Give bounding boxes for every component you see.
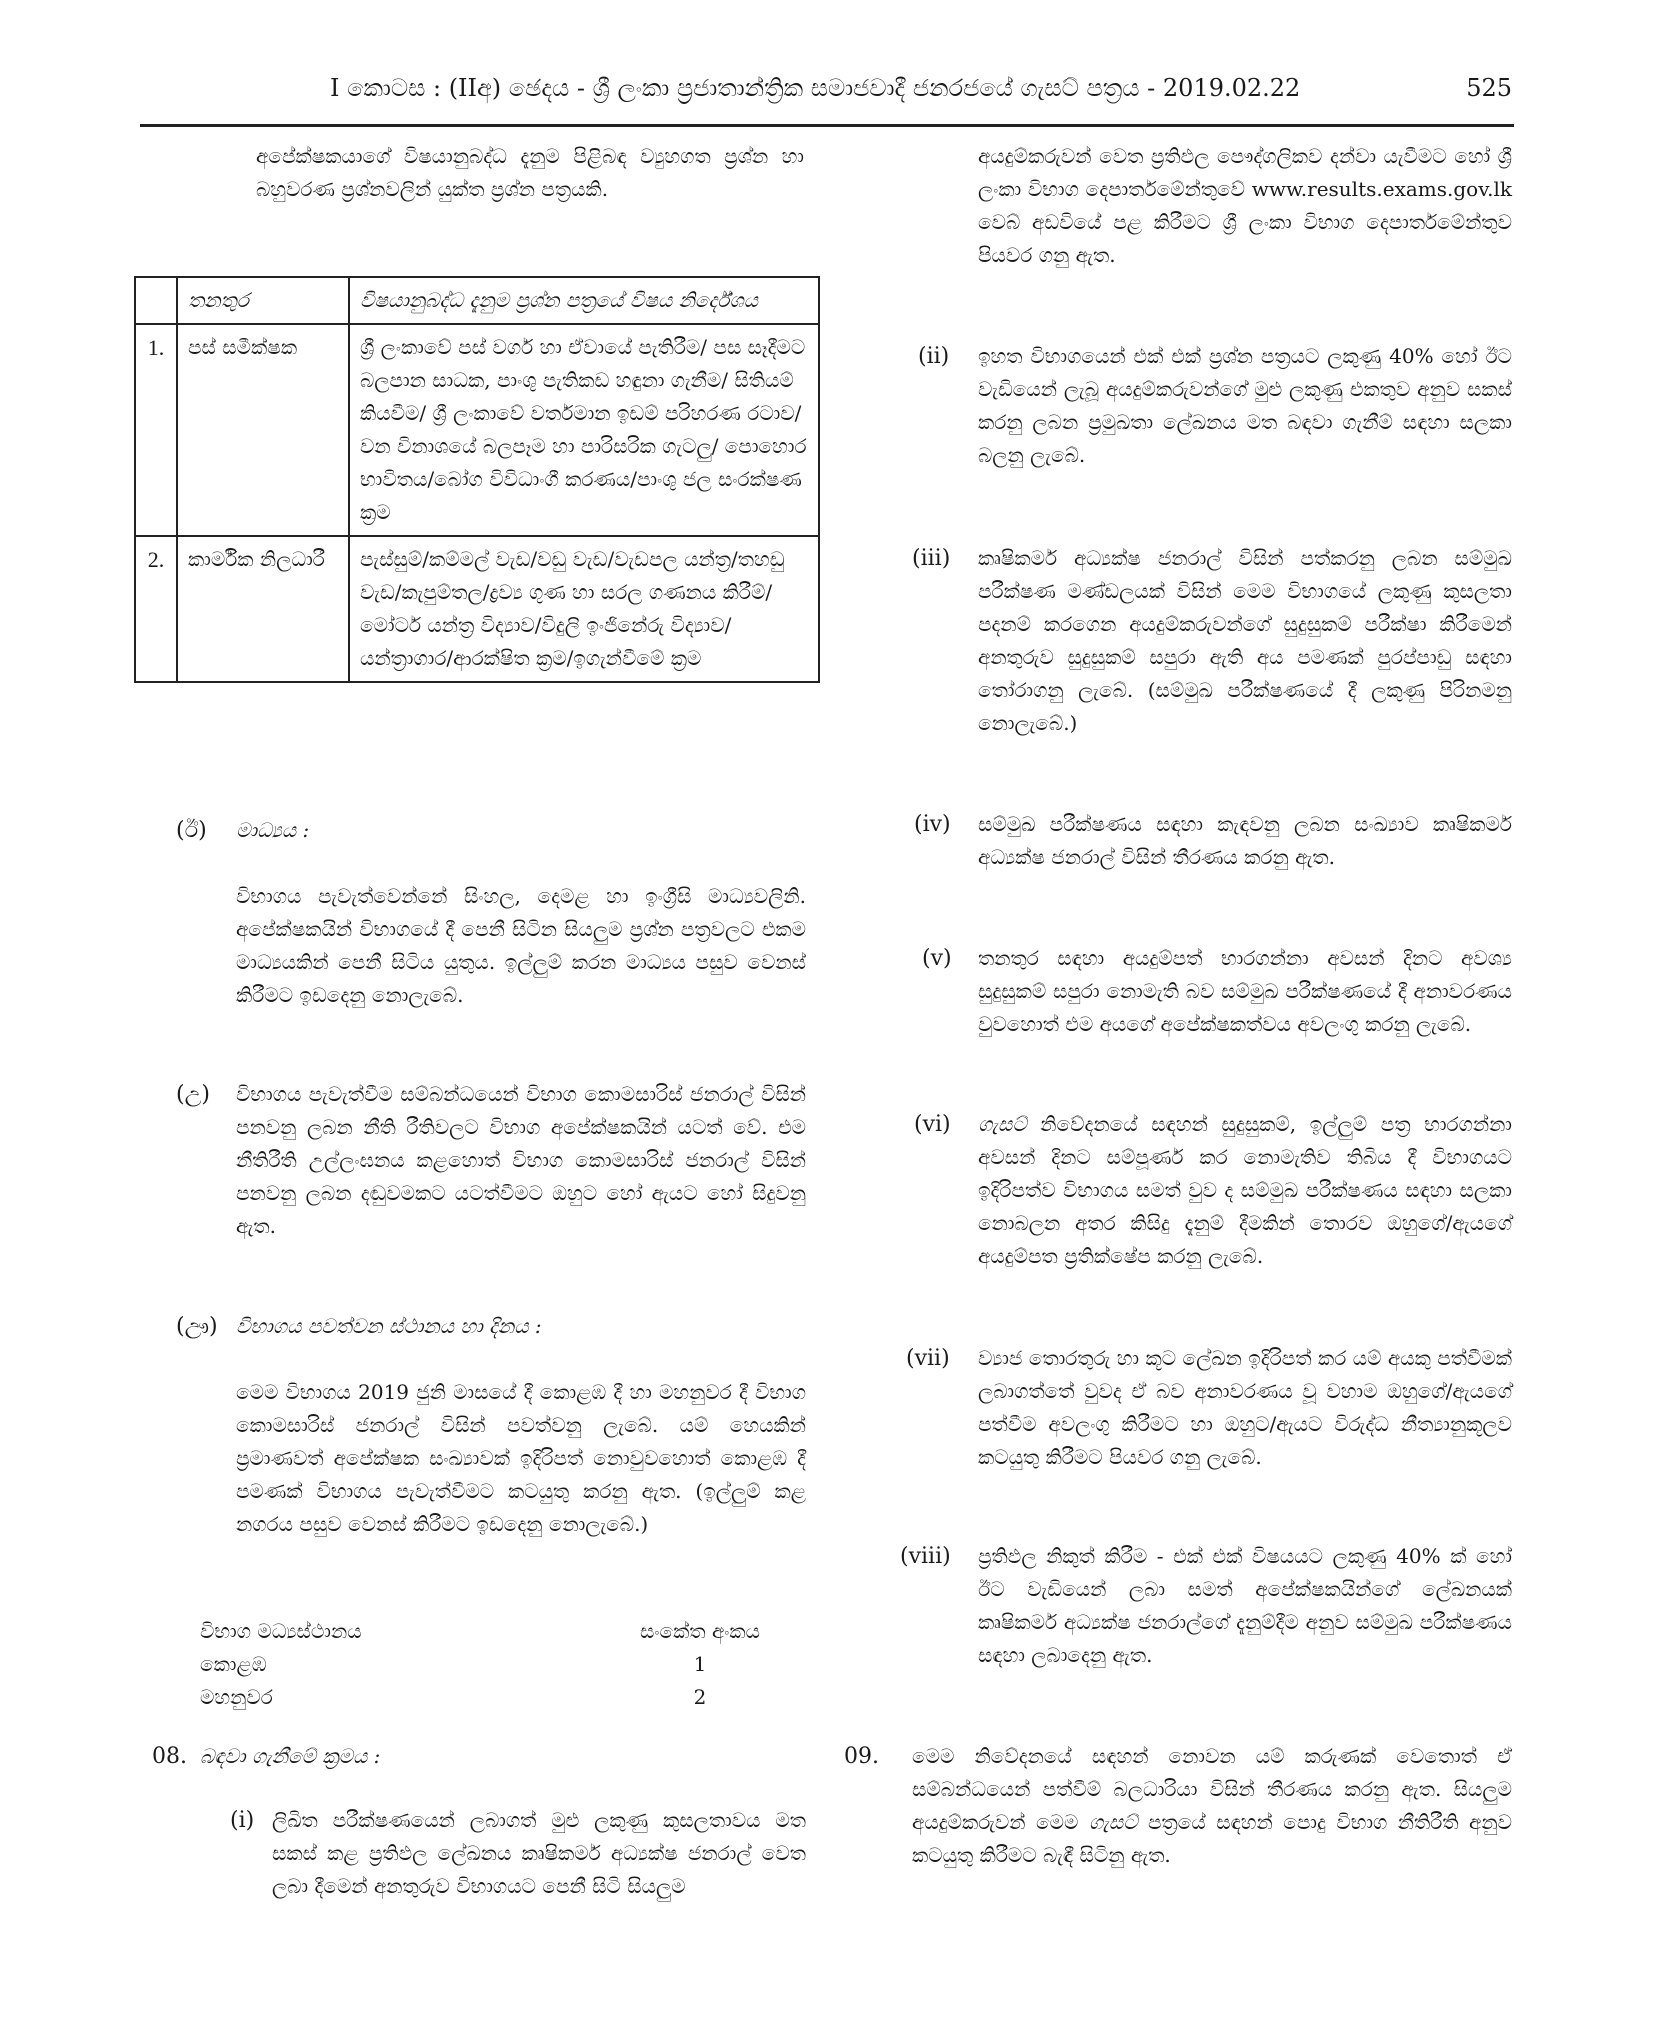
gazette-word: ගැසට්	[978, 1112, 1027, 1136]
item-paragraph	[978, 1108, 1512, 1273]
row-number: 1.	[135, 324, 177, 536]
item-label: (viii)	[900, 1544, 951, 1569]
centre-code: 2	[693, 1685, 707, 1709]
section-label: (උ)	[176, 1082, 210, 1107]
item-paragraph: ලිඛිත පරීක්ෂණයෙන් ලබාගත් මුළු ලකුණු කුසලතාවය මත සකස් කළ ප්‍රතිඵල ලේඛනය කෘෂිකර්ම අධ්‍යක්ෂ ජනරාල් වෙත ලබා දීමෙන් අනතුරුව විභාගයට පෙනී සිටි සියලුම	[272, 1808, 806, 1898]
table-header-blank	[135, 277, 177, 324]
table-row	[135, 536, 819, 682]
exam-centres-list	[200, 1615, 780, 1714]
continuation-paragraph: අයදුම්කරුවන් වෙත ප්‍රතිඵල පෞද්ගලිකව දන්වා යැවීමට හෝ ශ්‍රී ලංකා විභාග දෙපාර්තමේන්තුවේ www.results.exams.gov.lk වෙබ් අඩවියේ පළ කිරීමට ශ්‍රී ලංකා විභාග දෙපාර්තමේන්තුව පියවර ගනු ඇත.	[978, 144, 1512, 267]
item-paragraph: ප්‍රතිඵල නිකුත් කිරීම - එක් එක් විෂයයට ලකුණු 40% ක් හෝ ඊට වැඩියෙන් ලබා සමත් අපේක්ෂකයින්ගේ ලේඛනයක් කෘෂිකර්ම අධ්‍යක්ෂ ජනරාල්ගේ දැනුම්දීම අනුව සම්මුඛ පරීක්ෂණය සඳහා ලබාදෙනු ඇත.	[978, 1544, 1512, 1667]
post-name: කාර්මික නිලධාරී	[177, 536, 349, 682]
list-item	[200, 1681, 780, 1714]
section-paragraph: විභාගය පැවැත්වීම සම්බන්ධයෙන් විභාග කොමසාරිස් ජනරාල් විසින් පනවනු ලබන නීති රීතිවලට විභාග අපේක්ෂකයින් යටත් වේ. එම නීතිරීති උල්ලංඝනය කළහොත් විභාග කොමසාරිස් ජනරාල් විසින් පනවනු ලබන දඬුවමකට යටත්වීමට ඔහුට හෝ ඇයට හෝ සිදුවනු ඇත.	[236, 1082, 806, 1238]
item-paragraph: කෘෂිකර්ම අධ්‍යක්ෂ ජනරාල් විසින් පත්කරනු ලබන සම්මුඛ පරීක්ෂණ මණ්ඩලයක් විසින් මෙම විභාගයේ ලකුණු කුසලතා පදනම් කරගෙන අයදුම්කරුවන්ගේ සුදුසුකම් පරීක්ෂා කිරීමෙන් අනතුරුව සුදුසුකම් සපුරා ඇති අය පමණක් පුරප්පාඩු සඳහා තෝරාගනු ලැබේ. (සම්මුඛ පරීක්ෂණයේ දී ලකුණු පිරිනමනු නොලැබේ.)	[978, 546, 1512, 735]
gazette-title: I කොටස : (IIඅ) ඡෙදය - ශ්‍රී ලංකා ප්‍රජාතාන්ත්‍රික සමාජවාදී ජනරජයේ ගැසට් පත්‍රය - 2019.02.22	[330, 74, 1301, 102]
page-header	[140, 74, 1514, 127]
section-heading: විභාගය පවත්වන ස්ථානය හා දිනය :	[236, 1314, 542, 1338]
section-number: 08.	[152, 1744, 187, 1769]
syllabus-text: ශ්‍රී ලංකාවේ පස් වර්ග හා ඒවායේ පැතිරීම/ පස සෑදීමට බලපාන සාධක, පාංශු පැතිකඩ හඳුනා ගැනීම/ සිතියම් කියවීම/ ශ්‍රී ලංකාවේ වර්තමාන ඉඩම් පරිහරණ රටාව/වන විනාශයේ බලපෑම හා පාරිසරික ගැටලු/ පොහොර භාවිතය/බෝග විවිධාංගී කරණය/පාංශු ජල සංරක්ෂණ ක්‍රම	[349, 324, 819, 536]
item-text: නිවේදනයේ සඳහන් සුදුසුකම්, ඉල්ලුම් පත්‍ර භාරගන්නා අවසන් දිනට සම්පූර්ණ කර නොමැතිව තිබිය දී විභාගයට ඉදිරිපත්ව විභාගය සමත් වුව ද සම්මුඛ පරීක්ෂණය සඳහා සලකා නොබලන අතර කිසිදු දැනුම් දීමකින් තොරව ඔහුගේ/ඇයගේ අයදුම්පත ප්‍රතික්ෂේප කරනු ලැබේ.	[978, 1112, 1512, 1268]
item-label: (ii)	[918, 344, 950, 369]
code-header: සංකේත අංකය	[640, 1619, 760, 1643]
item-paragraph: සම්මුඛ පරීක්ෂණය සඳහා කැඳවනු ලබන සංඛ්‍යාව කෘෂිකර්ම අධ්‍යක්ෂ ජනරාල් විසින් තීරණය කරනු ඇත.	[978, 812, 1512, 869]
table-header-post: තනතුර	[177, 277, 349, 324]
table-header-syllabus: විෂයානුබද්ධ දැනුම ප්‍රශ්න පත්‍රයේ විෂය නිර්දේශය	[349, 277, 819, 324]
item-label: (v)	[922, 946, 952, 971]
centres-header	[200, 1615, 780, 1648]
section-text: පත්‍රයේ සඳහන් පොදු විභාග නීතිරීති අනුව කටයුතු කිරීමට බැඳී සිටිනු ඇත.	[912, 1810, 1512, 1867]
item-label: (vi)	[914, 1112, 951, 1137]
table-header-row	[135, 277, 819, 324]
syllabus-table	[134, 276, 820, 683]
section-heading: බඳවා ගැනීමේ ක්‍රමය :	[200, 1744, 381, 1768]
section-label: (ඌ)	[176, 1314, 218, 1339]
centre-name: මහනුවර	[200, 1685, 273, 1709]
table-row	[135, 324, 819, 536]
section-label: (ඊ)	[176, 818, 207, 843]
item-paragraph: ඉහත විභාගයෙන් එක් එක් ප්‍රශ්න පත්‍රයට ලකුණු 40% හෝ ඊට වැඩියෙන් ලැබූ අයදුම්කරුවන්ගේ මුළු ලකුණු එකතුව අනුව සකස් කරනු ලබන ප්‍රමුඛතා ලේඛනය මත බඳවා ගැනීම් සඳහා සලකා බලනු ලැබේ.	[978, 344, 1512, 467]
section-text: මෙම නිවේදනයේ සඳහන් නොවන යම් කරුණක් වෙතොත් ඒ සම්බන්ධයෙන් පත්වීම් බලධාරියා විසින් තීරණය කරනු ඇත. සියලුම අයදුම්කරුවන් මෙම	[912, 1744, 1512, 1834]
item-label: (i)	[230, 1808, 255, 1833]
section-paragraph: විභාගය පැවැත්වෙන්නේ සිංහල, දෙමළ හා ඉංග්‍රීසි මාධ්‍යවලිනි. අපේක්ෂකයින් විභාගයේ දී පෙනී සිටින සියලුම ප්‍රශ්න පත්‍රවලට එකම මාධ්‍යයකින් පෙනී සිටිය යුතුය. ඉල්ලුම් කරන මාධ්‍යය පසුව වෙනස් කිරීමට ඉඩදෙනු නොලැබේ.	[236, 884, 806, 1007]
item-label: (iv)	[914, 812, 951, 837]
item-label: (vii)	[906, 1346, 950, 1371]
section-paragraph: මෙම විභාගය 2019 ජුනි මාසයේ දී කොළඹ දී හා මහනුවර දී විභාග කොමසාරිස් ජනරාල් විසින් පවත්වනු ලැබේ. යම් හෙයකින් ප්‍රමාණවත් අපේක්ෂක සංඛ්‍යාවක් ඉදිරිපත් නොවුවහොත් කොළඹ දී පමණක් විභාගය පැවැත්වීමට කටයුතු කරනු ඇත. (ඉල්ලුම් කළ නගරය පසුව වෙනස් කිරීමට ඉඩදෙනු නොලැබේ.)	[236, 1380, 806, 1536]
item-label: (iii)	[912, 546, 951, 571]
intro-paragraph: අපේක්ෂකයාගේ විෂයානුබද්ධ දැනුම පිළිබඳ ව්‍යුහගත ප්‍රශ්න හා බහුවරණ ප්‍රශ්නවලින් යුක්ත ප්‍රශ්න පත්‍රයකි.	[256, 144, 804, 201]
syllabus-text: පැස්සුම්/කම්මල් වැඩ/වඩු වැඩ/වැඩපල යන්ත්‍ර/තහඩු වැඩ/කැපුම්තල/ද්‍රව්‍ය ගුණ හා සරල ගණනය කිරීම්/මෝටර් යන්ත්‍ර විද්‍යාව/විදුලි ඉංජිනේරු විද්‍යාව/යන්ත්‍රාගාර/ආරක්ෂිත ක්‍රම/ඉගැන්වීමේ ක්‍රම	[349, 536, 819, 682]
centre-header: විභාග මධ්‍යස්ථානය	[200, 1619, 362, 1643]
post-name: පස් සමීක්ෂක	[177, 324, 349, 536]
section-paragraph	[912, 1740, 1512, 1872]
section-number: 09.	[844, 1744, 879, 1769]
item-paragraph: ව්‍යාජ තොරතුරු හා කූට ලේඛන ඉදිරිපත් කර යම් අයකු පත්වීමක් ලබාගත්තේ වුවද ඒ බව අනාවරණය වූ වහාම ඔහුගේ/ඇයගේ පත්වීම අවලංගු කිරීමට හා ඔහුට/ඇයට විරුද්ධ නීත්‍යානුකූලව කටයුතු කිරීමට පියවර ගනු ලැබේ.	[978, 1346, 1512, 1469]
centre-code: 1	[693, 1652, 707, 1676]
row-number: 2.	[135, 536, 177, 682]
item-paragraph: තනතුර සඳහා අයදුම්පත් භාරගන්නා අවසන් දිනට අවශ්‍ය සුදුසුකම් සපුරා නොමැති බව සම්මුඛ පරීක්ෂණයේ දී අනාවරණය වුවහොත් එම අයගේ අපේක්ෂකත්වය අවලංගු කරනු ලැබේ.	[978, 946, 1512, 1036]
page-number: 525	[1466, 74, 1512, 102]
gazette-word: ගැසට්	[1088, 1810, 1138, 1834]
list-item	[200, 1648, 780, 1681]
centre-name: කොළඹ	[200, 1652, 267, 1676]
section-heading: මාධ්‍යය :	[236, 818, 310, 842]
